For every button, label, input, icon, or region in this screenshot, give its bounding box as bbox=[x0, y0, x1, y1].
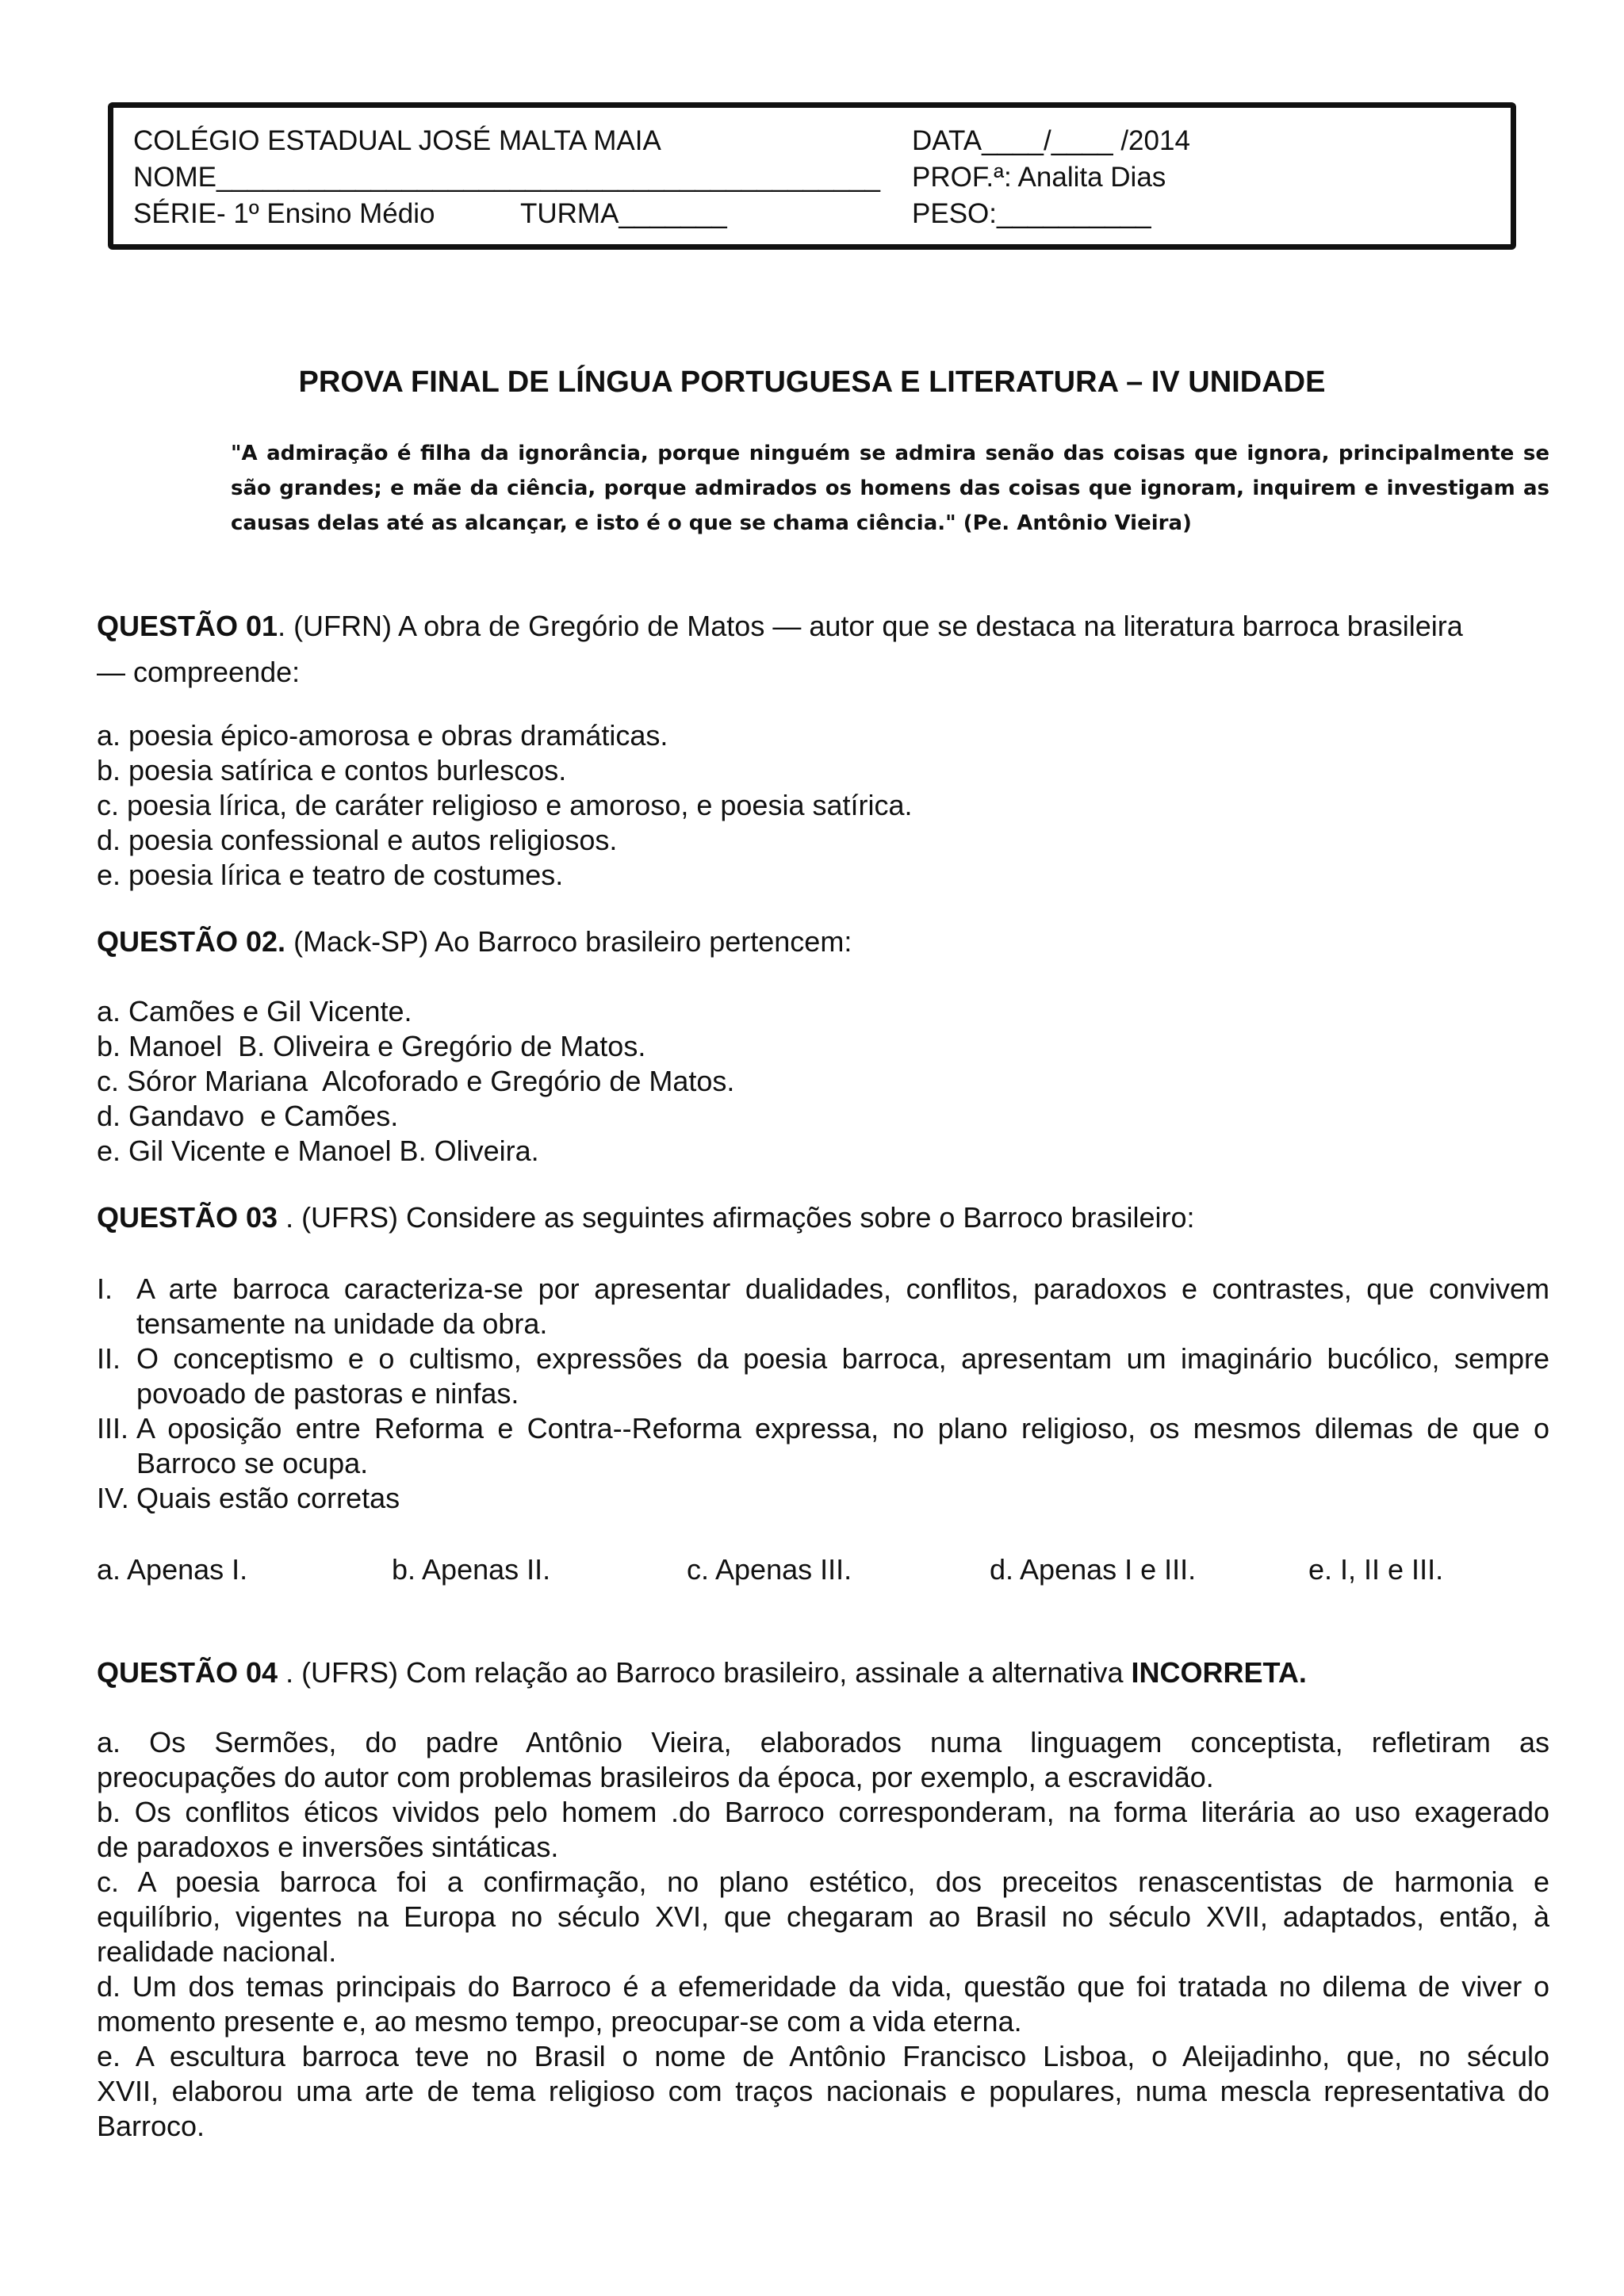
question-02-stem: QUESTÃO 02. (Mack-SP) Ao Barroco brasileiro pertencem: bbox=[97, 925, 852, 958]
question-04-option-e-end: Barroco. bbox=[97, 2110, 205, 2142]
question-03-label: QUESTÃO 03 bbox=[97, 1201, 278, 1234]
question-01-option-a: a. poesia épico-amorosa e obras dramáticas. bbox=[97, 719, 668, 752]
question-04-option-c: c. A poesia barroca foi a confirmação, no plano estético, dos preceitos renascentistas de harmonia e bbox=[97, 1866, 1549, 1898]
question-03-option-a: a. Apenas I. bbox=[97, 1553, 248, 1586]
statement-text: O conceptismo e o cultismo, expressões da poesia barroca, apresentam um imaginário bucólico, sempre bbox=[136, 1342, 1549, 1375]
professor-label: PROF.ª: Analita Dias bbox=[912, 162, 1166, 193]
question-04-option-e-cont: XVII, elaborou uma arte de tema religioso com traços nacionais e populares, numa mescla representativa do bbox=[97, 2075, 1549, 2107]
epigraph-line: causas delas até as alcançar, e isto é o que se chama ciência." (Pe. Antônio Vieira) bbox=[231, 511, 1192, 535]
question-01-option-c: c. poesia lírica, de caráter religioso e amoroso, e poesia satírica. bbox=[97, 789, 913, 821]
question-04-option-a: a. Os Sermões, do padre Antônio Vieira, elaborados numa linguagem conceptista, refletiram as bbox=[97, 1726, 1549, 1758]
question-01-stem-cont: — compreende: bbox=[97, 656, 301, 688]
statement-number: IV. bbox=[97, 1482, 129, 1514]
student-name-field: NOME___________________________________________ bbox=[133, 162, 881, 193]
statement-number: II. bbox=[97, 1342, 121, 1375]
question-04-option-b-cont: de paradoxos e inversões sintáticas. bbox=[97, 1831, 559, 1863]
question-04-option-b: b. Os conflitos éticos vividos pelo homem .do Barroco corresponderam, na forma literária ao uso exagerado bbox=[97, 1796, 1549, 1828]
statement-number: III. bbox=[97, 1412, 129, 1445]
epigraph-line: "A admiração é filha da ignorância, porque ninguém se admira senão das coisas que ignora, principalmente se bbox=[231, 442, 1549, 465]
question-03-option-b: b. Apenas II. bbox=[392, 1553, 551, 1586]
statement-text-cont: povoado de pastoras e ninfas. bbox=[136, 1377, 519, 1410]
question-02-option-e: e. Gil Vicente e Manoel B. Oliveira. bbox=[97, 1135, 539, 1167]
incorreta-emphasis: INCORRETA bbox=[1131, 1656, 1299, 1689]
question-04-label: QUESTÃO 04 bbox=[97, 1656, 278, 1689]
question-04-option-c-cont: equilíbrio, vigentes na Europa no século XVI, que chegaram ao Brasil no século XVII, adaptados, então, à bbox=[97, 1900, 1549, 1933]
exam-title: PROVA FINAL DE LÍNGUA PORTUGUESA E LITERATURA – IV UNIDADE bbox=[298, 365, 1326, 399]
question-02-label: QUESTÃO 02. bbox=[97, 925, 286, 958]
statement-text-cont: tensamente na unidade da obra. bbox=[136, 1307, 548, 1340]
statement-text: Quais estão corretas bbox=[136, 1482, 400, 1514]
question-03-option-c: c. Apenas III. bbox=[687, 1553, 852, 1586]
date-field: DATA____/____ /2014 bbox=[912, 125, 1190, 156]
series-label: SÉRIE- 1º Ensino Médio bbox=[133, 198, 435, 229]
epigraph-quote bbox=[231, 436, 1549, 541]
question-01-stem: QUESTÃO 01. (UFRN) A obra de Gregório de Matos — autor que se destaca na literatura barroca brasileira bbox=[97, 610, 1463, 642]
peso-field: PESO:__________ bbox=[912, 198, 1151, 229]
question-04-option-d-cont: momento presente e, ao mesmo tempo, preocupar-se com a vida eterna. bbox=[97, 2005, 1022, 2038]
question-02-option-c: c. Sóror Mariana Alcoforado e Gregório de Matos. bbox=[97, 1065, 735, 1097]
question-01-option-b: b. poesia satírica e contos burlescos. bbox=[97, 754, 567, 786]
question-01-option-d: d. poesia confessional e autos religiosos. bbox=[97, 824, 618, 856]
turma-field: TURMA_______ bbox=[520, 198, 727, 229]
question-03-option-e: e. I, II e III. bbox=[1308, 1553, 1444, 1586]
school-name: COLÉGIO ESTADUAL JOSÉ MALTA MAIA bbox=[133, 125, 661, 156]
question-04-option-d: d. Um dos temas principais do Barroco é a efemeridade da vida, questão que foi tratada no dilema de viver o bbox=[97, 1970, 1549, 2003]
question-04-option-a-cont: preocupações do autor com problemas brasileiros da época, por exemplo, a escravidão. bbox=[97, 1761, 1214, 1793]
question-01-label: QUESTÃO 01 bbox=[97, 610, 278, 642]
statement-number: I. bbox=[97, 1272, 113, 1305]
epigraph-line: são grandes; e mãe da ciência, porque admirados os homens das coisas que ignoram, inquirem e investigam as bbox=[231, 476, 1549, 500]
statement-text: A arte barroca caracteriza-se por apresentar dualidades, conflitos, paradoxos e contrastes, que convivem bbox=[136, 1272, 1549, 1305]
question-02-option-b: b. Manoel B. Oliveira e Gregório de Matos. bbox=[97, 1030, 646, 1062]
question-04-option-c-end: realidade nacional. bbox=[97, 1935, 337, 1968]
question-03-option-d: d. Apenas I e III. bbox=[990, 1553, 1197, 1586]
question-03-stem: QUESTÃO 03 . (UFRS) Considere as seguintes afirmações sobre o Barroco brasileiro: bbox=[97, 1201, 1195, 1234]
question-01-option-e: e. poesia lírica e teatro de costumes. bbox=[97, 859, 564, 891]
statement-text: A oposição entre Reforma e Contra--Reforma expressa, no plano religioso, os mesmos dilemas de que o bbox=[136, 1412, 1549, 1445]
question-02-option-d: d. Gandavo e Camões. bbox=[97, 1100, 399, 1132]
statement-text-cont: Barroco se ocupa. bbox=[136, 1447, 369, 1479]
question-02-option-a: a. Camões e Gil Vicente. bbox=[97, 995, 412, 1027]
question-04-stem: QUESTÃO 04 . (UFRS) Com relação ao Barroco brasileiro, assinale a alternativa INCORRETA. bbox=[97, 1656, 1307, 1689]
question-04-option-e: e. A escultura barroca teve no Brasil o nome de Antônio Francisco Lisboa, o Aleijadinho, que, no século bbox=[97, 2040, 1549, 2072]
